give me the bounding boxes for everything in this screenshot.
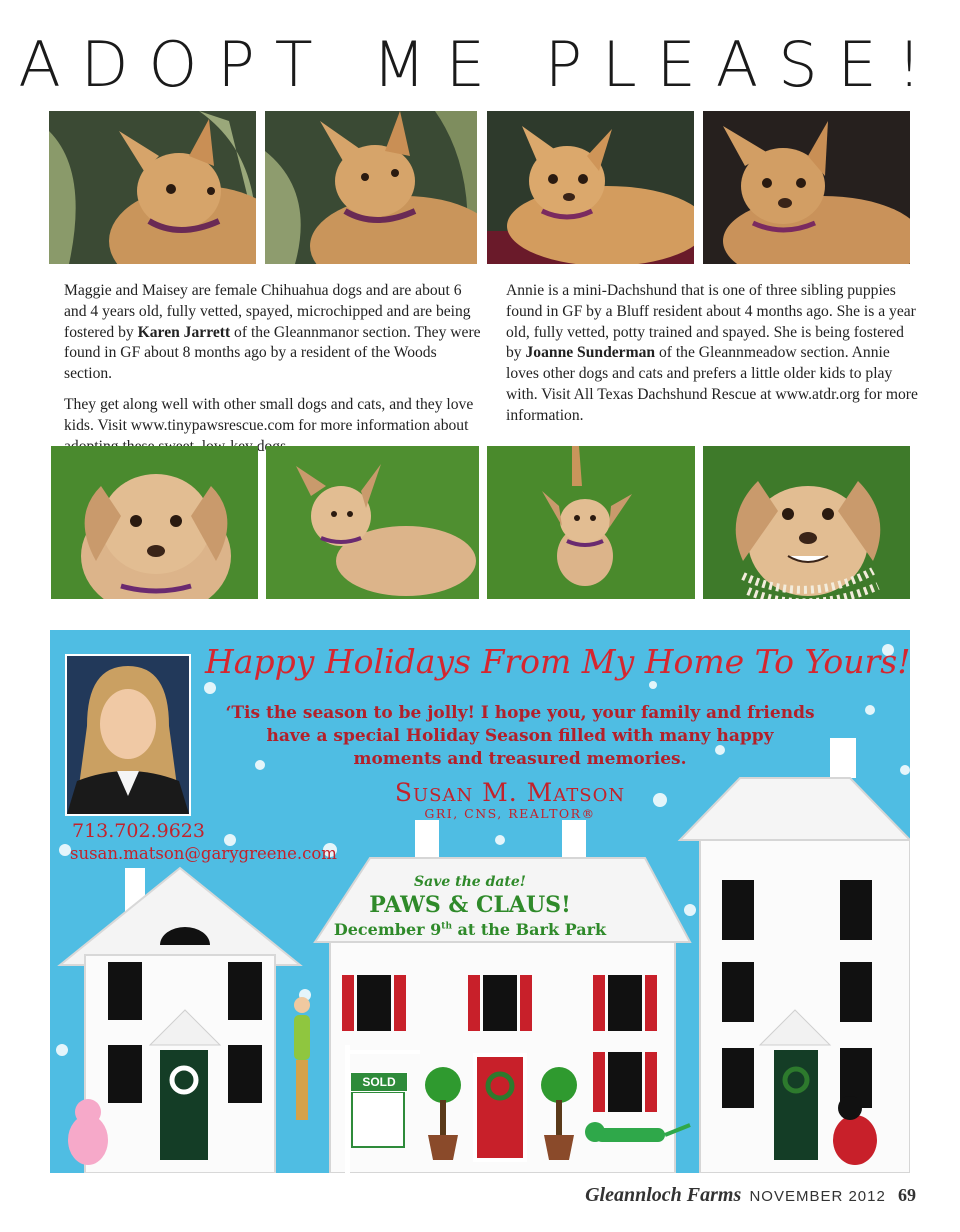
photo-chihuahua-3	[487, 111, 694, 264]
photo-dachshund-3	[487, 446, 695, 599]
page-footer	[585, 1184, 916, 1207]
event-date-text: December 9	[333, 920, 442, 939]
event-location: at the Bark Park	[451, 920, 607, 939]
agent-credentials: GRI, CNS, REALTOR®	[424, 806, 596, 821]
publication-name: Gleannloch Farms	[585, 1184, 742, 1206]
event-date-suffix: th	[441, 921, 452, 932]
story-paragraph	[64, 281, 482, 385]
issue-date: NOVEMBER 2012	[749, 1188, 886, 1205]
story-text: of the Gleannmanor section. They were found in GF about 8 months ago by a resident of the Woods section.	[64, 323, 481, 383]
photo-chihuahua-4	[703, 111, 910, 264]
agent-phone: 713.702.9623	[72, 820, 205, 842]
save-the-date: Save the date!	[414, 874, 526, 890]
agent-name: Susan M. Matson	[394, 778, 626, 807]
photo-chihuahua-1	[49, 111, 256, 264]
photo-chihuahua-2	[265, 111, 477, 264]
foster-name: Karen Jarrett	[137, 323, 231, 341]
page-number: 69	[898, 1185, 916, 1205]
photo-dachshund-2	[266, 446, 479, 599]
story-text: of the Gleannmeadow section. Annie loves other dogs and cats and prefers a little older kids to play with. Visit All Texas Dachshund Rescue at www.atdr.org for more information.	[506, 344, 918, 424]
story-text: Annie is a mini-Dachshund that is one of three sibling puppies found in GF by a Bluff resident about 4 months ago. She is a year old, fully vetted, potty trained and spayed. She is being fostered by	[506, 282, 916, 362]
story-maggie-maisey	[64, 281, 482, 467]
sold-sign: SOLD	[350, 1072, 408, 1092]
event-date	[320, 920, 620, 939]
photo-dachshund-4	[703, 446, 910, 599]
event-announcement	[320, 874, 620, 939]
story-paragraph: They get along well with other small dogs and cats, and they love kids. Visit www.tinypawsrescue.com for more information about	[64, 395, 474, 434]
story-annie	[506, 281, 918, 437]
agent-portrait	[65, 654, 191, 816]
page-title: ADOPT ME PLEASE!	[18, 28, 942, 101]
foster-name: Joanne Sunderman	[525, 344, 656, 362]
agent-email: susan.matson@garygreene.com	[70, 844, 337, 863]
photo-dachshund-1	[51, 446, 258, 599]
ad-message: ‘Tis the season to be jolly! I hope you, your family and friends have a special Holiday Season filled with many happy moments and treasured memories.	[225, 703, 815, 769]
story-paragraph	[506, 281, 918, 427]
story-text: Maggie and Maisey are female Chihuahua dogs and are about 6 and 4 years old, fully vetted, spayed, microchipped and are being fostered by	[64, 282, 471, 341]
holiday-ad	[50, 630, 910, 1173]
ad-headline: Happy Holidays From My Home To Yours!	[205, 642, 910, 681]
event-name: PAWS & CLAUS!	[369, 892, 571, 918]
